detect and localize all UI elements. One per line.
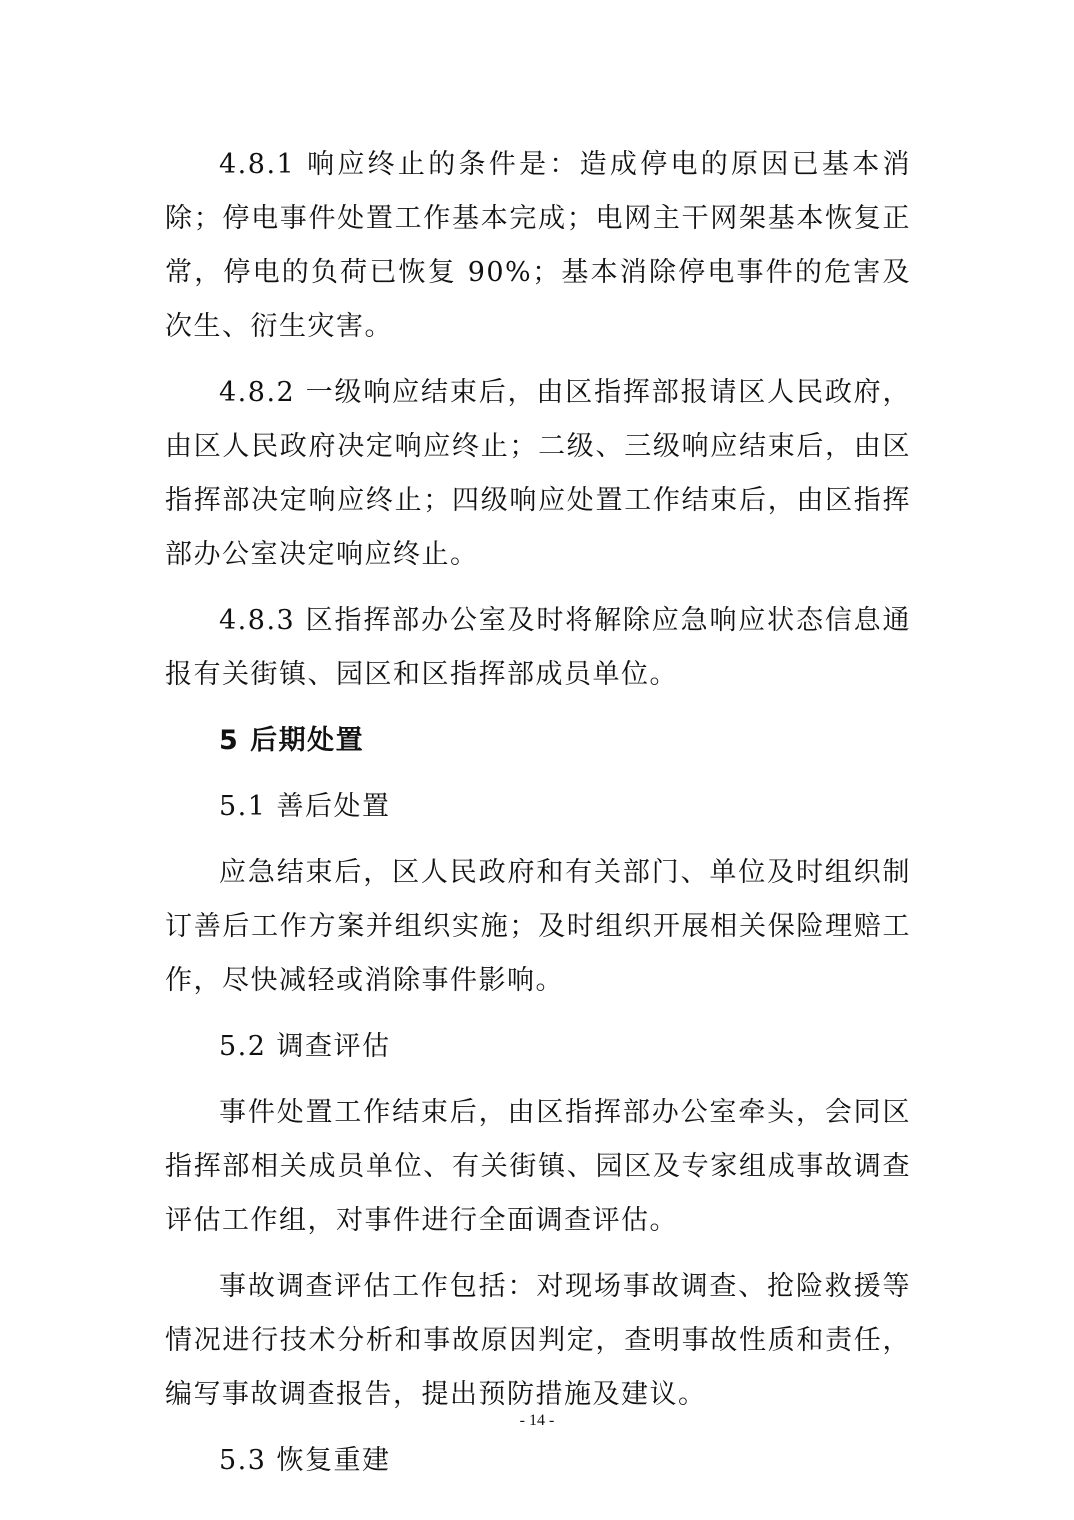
section-heading-5-1: 5.1 善后处置 bbox=[219, 791, 391, 822]
section-heading-5: 5 后期处置 bbox=[219, 725, 365, 756]
paragraph-4-8-1: 4.8.1 响应终止的条件是：造成停电的原因已基本消除；停电事件处置工作基本完成；电网主干网架基本恢复正常，停电的负荷已恢复 90%；基本消除停电事件的危害及次生、衍生灾害。 bbox=[165, 149, 911, 342]
paragraph-4-8-2: 4.8.2 一级响应结束后，由区指挥部报请区人民政府，由区人民政府决定响应终止；二级、三级响应结束后，由区指挥部决定响应终止；四级响应处置工作结束后，由区指挥部办公室决定响应终止。 bbox=[165, 377, 911, 570]
document-body bbox=[165, 138, 911, 1488]
paragraph-5-2-body-1: 事件处置工作结束后，由区指挥部办公室牵头，会同区指挥部相关成员单位、有关街镇、园区及专家组成事故调查评估工作组，对事件进行全面调查评估。 bbox=[165, 1097, 911, 1236]
section-heading-5-3: 5.3 恢复重建 bbox=[219, 1445, 391, 1476]
paragraph-5-1-body: 应急结束后，区人民政府和有关部门、单位及时组织制订善后工作方案并组织实施；及时组织开展相关保险理赔工作，尽快减轻或消除事件影响。 bbox=[165, 857, 911, 996]
section-heading-5-2: 5.2 调查评估 bbox=[219, 1031, 391, 1062]
page-number: - 14 - bbox=[519, 1412, 555, 1429]
paragraph-4-8-3: 4.8.3 区指挥部办公室及时将解除应急响应状态信息通报有关街镇、园区和区指挥部成员单位。 bbox=[165, 605, 911, 690]
paragraph-5-2-body-2: 事故调查评估工作包括：对现场事故调查、抢险救援等情况进行技术分析和事故原因判定，查明事故性质和责任，编写事故调查报告，提出预防措施及建议。 bbox=[165, 1271, 911, 1410]
